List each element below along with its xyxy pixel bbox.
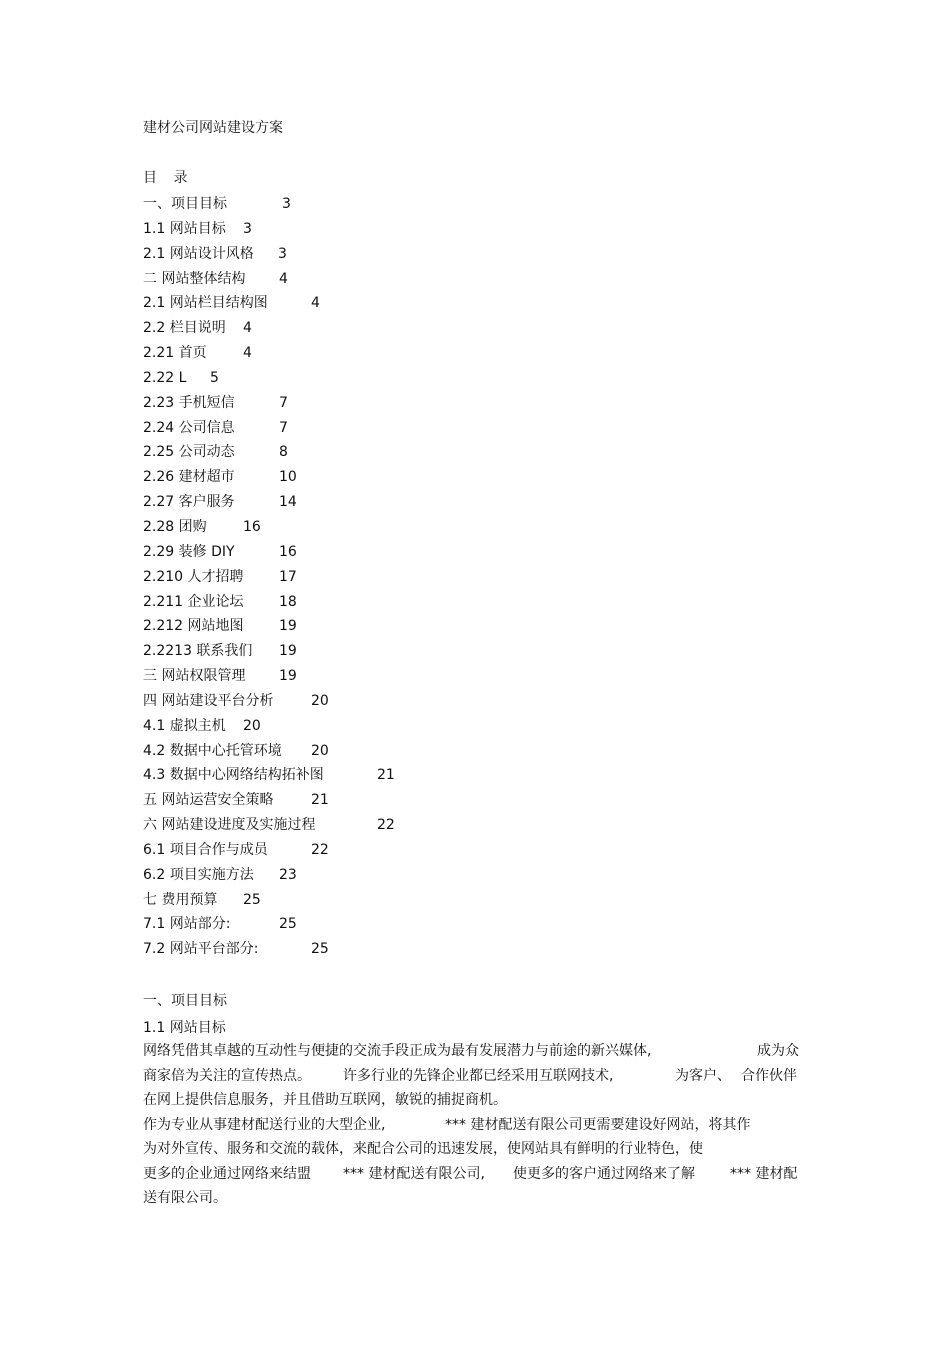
toc-entry-label: 六 网站建设进度及实施过程: [143, 817, 316, 834]
toc-entry-label: 2.23 手机短信: [143, 394, 235, 411]
toc-entry-page: 4: [311, 295, 320, 312]
toc-entry-page: 5: [210, 369, 219, 386]
body-text-segment: 使更多的客户通过网络来了解: [513, 1165, 695, 1182]
toc-entry-page: 19: [279, 668, 297, 685]
toc-entry-label: 2.211 企业论坛: [143, 593, 244, 610]
body-text-segment: 许多行业的先锋企业都已经采用互联网技术,: [343, 1067, 614, 1084]
toc-entry: [143, 441, 543, 466]
body-text-segment: 送有限公司。: [143, 1190, 227, 1206]
toc-entry-page: 20: [243, 717, 261, 734]
toc-entry-page: 25: [311, 941, 329, 958]
toc-entry-page: 17: [279, 568, 297, 585]
toc-entry-page: 16: [243, 518, 261, 535]
toc-entry-label: 2.22 L: [143, 369, 187, 386]
toc-entry: [143, 740, 543, 765]
toc-entry-page: 3: [278, 245, 287, 262]
toc-entry: [143, 243, 543, 268]
toc-heading: 目 录: [143, 170, 194, 186]
toc-entry-page: 14: [279, 494, 297, 511]
toc-entry-label: 二 网站整体结构: [143, 270, 246, 287]
toc-entry: [143, 591, 543, 616]
toc-entry: [143, 367, 543, 392]
toc-entry: [143, 193, 543, 218]
toc-entry-label: 2.28 团购: [143, 518, 207, 535]
toc-entry: [143, 292, 543, 317]
toc-entry-label: 2.25 公司动态: [143, 444, 235, 461]
toc-entry: [143, 615, 543, 640]
toc-entry-label: 三 网站权限管理: [143, 668, 246, 685]
body-text-segment: 合作伙伴: [741, 1067, 797, 1084]
body-line: [143, 1187, 803, 1212]
toc-entry-page: 25: [279, 916, 297, 933]
toc-entry-label: 6.1 项目合作与成员: [143, 841, 268, 858]
toc-entry-page: 10: [279, 469, 297, 486]
body-text-segment: 为对外宣传、服务和交流的载体，来配合公司的迅速发展，使网站具有鲜明的行业特色，使: [143, 1141, 703, 1157]
body-text-segment: 商家倍为关注的宣传热点。: [143, 1067, 311, 1084]
toc-entry-page: 7: [279, 419, 288, 436]
toc-entry-page: 22: [377, 817, 395, 834]
section-heading: 一、项目目标: [143, 993, 227, 1009]
toc-entry-page: 4: [279, 270, 288, 287]
table-of-contents: [143, 193, 543, 963]
toc-entry-label: 2.210 人才招聘: [143, 568, 244, 585]
toc-entry: [143, 640, 543, 665]
toc-entry: [143, 317, 543, 342]
toc-entry-page: 21: [377, 767, 395, 784]
toc-entry-label: 2.2213 联系我们: [143, 643, 253, 660]
toc-entry-label: 6.2 项目实施方法: [143, 866, 254, 883]
toc-entry: [143, 541, 543, 566]
toc-entry-page: 20: [311, 692, 329, 709]
toc-entry-label: 4.3 数据中心网络结构拓补图: [143, 767, 324, 784]
toc-entry-label: 4.2 数据中心托管环境: [143, 742, 282, 759]
toc-entry-label: 4.1 虚拟主机: [143, 717, 226, 734]
toc-entry-page: 19: [279, 618, 297, 635]
toc-entry-page: 3: [243, 220, 252, 237]
toc-entry-label: 一、项目目标: [143, 196, 227, 212]
toc-entry: [143, 268, 543, 293]
toc-entry: [143, 665, 543, 690]
toc-entry-label: 2.29 装修 DIY: [143, 543, 235, 560]
body-text-segment: 网络凭借其卓越的互动性与便捷的交流手段正成为最有发展潜力与前途的新兴媒体,: [143, 1043, 652, 1059]
body-line: [143, 1089, 803, 1114]
toc-entry: [143, 764, 543, 789]
toc-entry-page: 7: [279, 394, 288, 411]
toc-entry: [143, 864, 543, 889]
document-title: 建材公司网站建设方案: [143, 120, 283, 136]
toc-entry-label: 2.26 建材超市: [143, 469, 235, 486]
toc-entry-page: 18: [279, 593, 297, 610]
toc-entry: [143, 417, 543, 442]
body-text-segment: 在网上提供信息服务，并且借助互联网，敏锐的捕捉商机。: [143, 1092, 507, 1108]
toc-entry: [143, 342, 543, 367]
body-line: [143, 1138, 803, 1163]
toc-entry: [143, 814, 543, 839]
toc-entry-label: 2.27 客户服务: [143, 494, 235, 511]
toc-entry-label: 五 网站运营安全策略: [143, 792, 274, 809]
toc-entry: [143, 516, 543, 541]
toc-entry-page: 23: [279, 866, 297, 883]
toc-entry: [143, 392, 543, 417]
toc-entry-page: 4: [243, 345, 252, 362]
body-text-segment: *** 建材配: [730, 1165, 798, 1182]
body-text-segment: *** 建材配送有限公司,: [343, 1165, 485, 1182]
toc-entry-page: 22: [311, 841, 329, 858]
toc-entry-label: 7.2 网站平台部分:: [143, 941, 259, 958]
body-line: [143, 1040, 803, 1065]
toc-entry-page: 25: [243, 891, 261, 908]
body-text-segment: 为客户、: [675, 1067, 731, 1084]
toc-entry: [143, 913, 543, 938]
toc-entry-label: 2.24 公司信息: [143, 419, 235, 436]
toc-entry-page: 4: [243, 320, 252, 337]
toc-entry-label: 七 费用预算: [143, 891, 218, 908]
toc-entry-label: 2.2 栏目说明: [143, 320, 226, 337]
toc-entry-label: 2.1 网站栏目结构图: [143, 295, 268, 312]
toc-entry: [143, 839, 543, 864]
toc-entry-label: 7.1 网站部分:: [143, 916, 231, 933]
toc-entry-label: 1.1 网站目标: [143, 220, 226, 237]
toc-entry: [143, 466, 543, 491]
toc-entry-label: 2.212 网站地图: [143, 618, 244, 635]
body-text-segment: 更多的企业通过网络来结盟: [143, 1165, 311, 1182]
toc-entry-page: 8: [279, 444, 288, 461]
toc-entry: [143, 789, 543, 814]
body-line: [143, 1163, 803, 1188]
toc-entry-page: 19: [279, 643, 297, 660]
toc-entry-page: 3: [282, 196, 291, 212]
toc-entry: [143, 566, 543, 591]
subsection-heading: 1.1 网站目标: [143, 1020, 226, 1036]
toc-entry-label: 2.21 首页: [143, 345, 207, 362]
body-paragraph: [143, 1040, 803, 1212]
toc-entry-label: 2.1 网站设计风格: [143, 245, 254, 262]
toc-entry-page: 20: [311, 742, 329, 759]
body-line: [143, 1065, 803, 1090]
body-text-segment: 作为专业从事建材配送行业的大型企业,: [143, 1116, 386, 1133]
toc-entry: [143, 491, 543, 516]
body-text-segment: *** 建材配送有限公司更需要建设好网站，将其作: [445, 1116, 751, 1133]
toc-entry-page: 16: [279, 543, 297, 560]
toc-entry: [143, 889, 543, 914]
toc-entry: [143, 218, 543, 243]
toc-entry-page: 21: [311, 792, 329, 809]
toc-entry: [143, 938, 543, 963]
body-text-segment: 成为众: [757, 1043, 799, 1059]
toc-entry: [143, 715, 543, 740]
toc-entry-label: 四 网站建设平台分析: [143, 692, 274, 709]
toc-entry: [143, 690, 543, 715]
body-line: [143, 1114, 803, 1139]
